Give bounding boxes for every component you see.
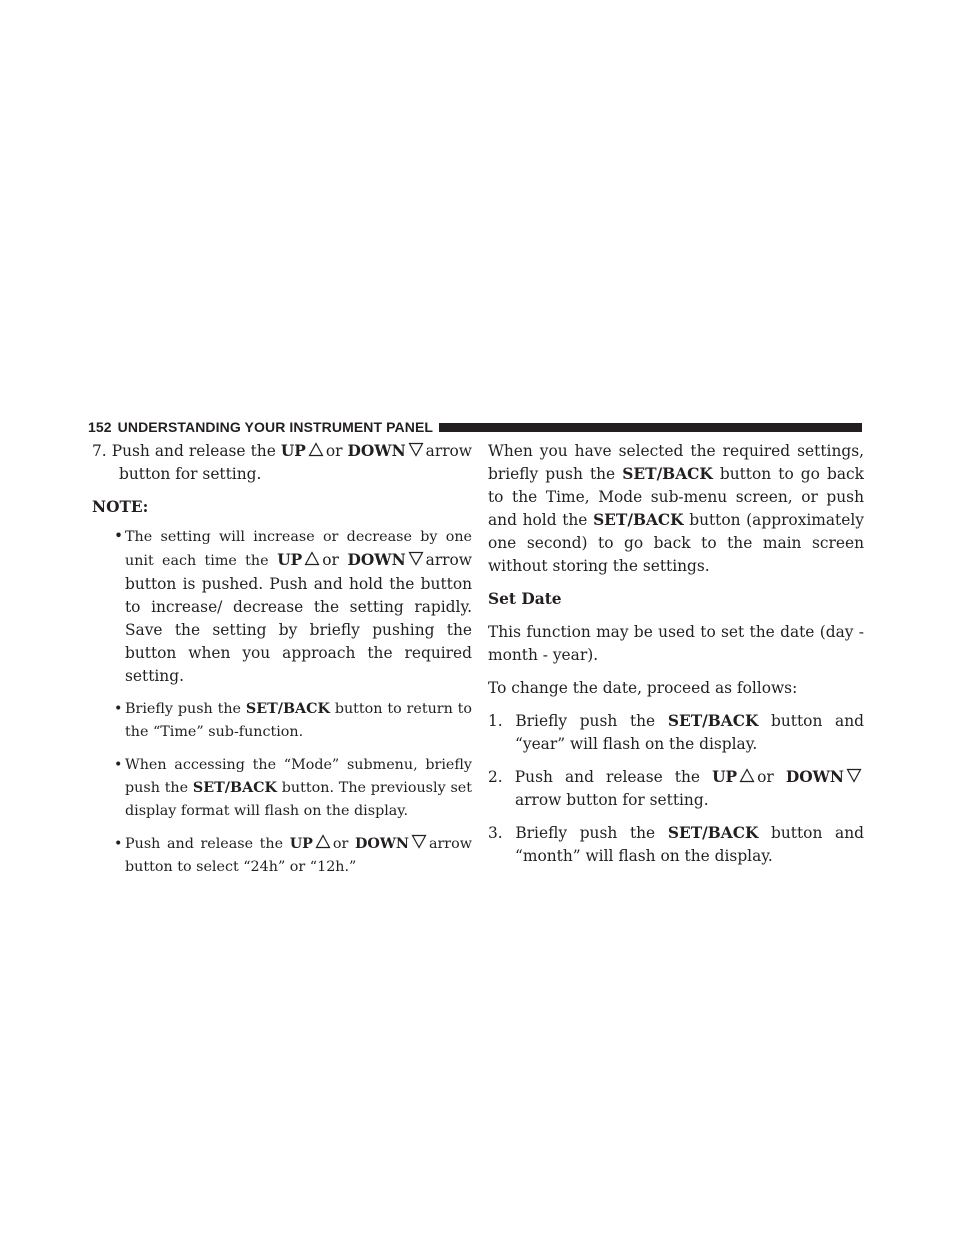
up-arrow-icon (739, 768, 755, 783)
page-number: 152 (88, 419, 112, 435)
paragraph-set-date: This function may be used to set the date (day - month - year). (488, 623, 864, 664)
bullet-dot: • (114, 836, 123, 852)
step-1: 1. Briefly push the SET/BACK button and “year” will flash on the display. (488, 712, 864, 753)
page-header (88, 418, 862, 436)
step-number: 7. (92, 442, 107, 460)
up-arrow-icon (315, 834, 331, 849)
step-number: 1. (488, 712, 503, 730)
down-arrow-icon (411, 834, 427, 849)
bullet-dot: • (114, 527, 124, 545)
paragraph-return: When you have selected the required settings, briefly push the SET/BACK button to go back to the Time, Mode sub-menu screen, or push and hold the SET/BACK button (approximately one second) to go back to the main screen without storing the settings. (488, 442, 864, 575)
up-label: UP (277, 551, 303, 569)
down-label: DOWN (347, 442, 406, 460)
step-number: 2. (488, 768, 503, 786)
set-back-label: SET/BACK (667, 712, 759, 730)
paragraph-proceed: To change the date, proceed as follows: (488, 679, 798, 697)
down-arrow-icon (408, 551, 424, 566)
right-column (488, 440, 864, 878)
down-arrow-icon (846, 768, 862, 783)
down-label: DOWN (785, 768, 844, 786)
set-back-label: SET/BACK (245, 701, 330, 717)
header-rule (439, 423, 862, 432)
step-7: 7. Push and release the UP or DOWN arrow button for setting. (92, 442, 472, 483)
step-3: 3. Briefly push the SET/BACK button and “month” will flash on the display. (488, 824, 864, 865)
note-bullet-1: • The setting will increase or decrease by one unit each time the UP or DOWN arrow button is pushed. Push and hold the button to increase/ decrease the setting rapidly. Save the setting by briefly pushing the button when you approach the required setting. (114, 527, 472, 685)
up-arrow-icon (304, 551, 320, 566)
down-label: DOWN (354, 836, 409, 852)
note-bullet-3: • When accessing the “Mode” submenu, briefly push the SET/BACK button. The previously set display format will flash on the display. (92, 754, 472, 823)
up-label: UP (712, 768, 738, 786)
up-label: UP (289, 836, 313, 852)
set-back-label: SET/BACK (192, 780, 277, 796)
down-label: DOWN (347, 551, 406, 569)
bullet-dot: • (114, 701, 123, 717)
note-bullet-2: • Briefly push the SET/BACK button to return to the “Time” sub-function. (92, 698, 472, 744)
set-back-label: SET/BACK (667, 824, 759, 842)
step-2: 2. Push and release the UP or DOWNarrow button for setting. (488, 766, 864, 812)
set-date-heading: Set Date (488, 590, 562, 608)
bullet-dot: • (114, 757, 123, 773)
left-column (92, 440, 472, 889)
down-arrow-icon (408, 442, 424, 457)
set-back-label: SET/BACK (622, 465, 713, 483)
note-bullet-4: • Push and release the UP or DOWN arrow button to select “24h” or “12h.” (92, 833, 472, 879)
note-label: NOTE: (92, 498, 149, 516)
up-arrow-icon (308, 442, 324, 457)
set-back-label: SET/BACK (593, 511, 684, 529)
step-number: 3. (488, 824, 503, 842)
section-title: UNDERSTANDING YOUR INSTRUMENT PANEL (117, 419, 434, 435)
up-label: UP (280, 442, 306, 460)
